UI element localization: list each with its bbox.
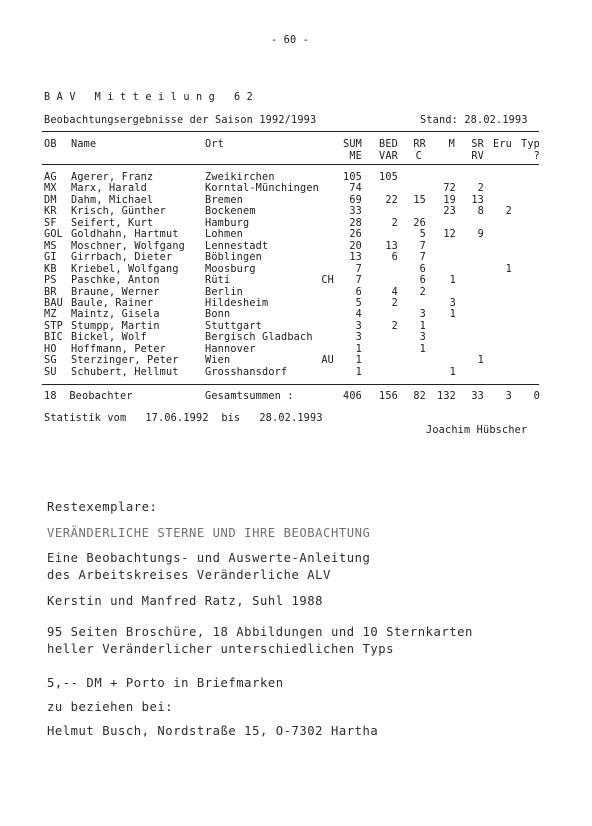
header-sum: SUM	[342, 139, 362, 150]
rest-book-title: VERÄNDERLICHE STERNE UND IHRE BEOBACHTUNG	[47, 526, 371, 540]
cell-bed: 2	[391, 217, 398, 229]
cell-m: 19	[443, 194, 456, 206]
totals-sum: 406	[342, 391, 362, 402]
cell-sum: 33	[349, 206, 362, 218]
header-name: Name	[71, 139, 97, 150]
totals-typ: 0	[533, 391, 540, 402]
cell-ob: AG	[44, 172, 57, 183]
cell-ort: Zweikirchen	[205, 172, 275, 183]
cell-ob: BIC	[44, 332, 64, 344]
totals-sr: 33	[471, 391, 484, 402]
cell-sum: 5	[355, 297, 362, 309]
cell-name: Kriebel, Wolfgang	[71, 263, 179, 275]
cell-name: Maintz, Gisela	[71, 309, 160, 321]
cell-ort: Bockenem	[205, 206, 256, 218]
cell-eru: 2	[505, 206, 512, 218]
cell-name: Moschner, Wolfgang	[71, 240, 186, 252]
cell-rr: 7	[419, 252, 426, 264]
cell-eru: 1	[505, 263, 512, 275]
rule-top	[42, 131, 539, 132]
cell-rr: 6	[419, 275, 426, 287]
cell-sum: 20	[349, 240, 362, 252]
cell-ort: Lohmen	[205, 229, 244, 241]
cell-ob: BAU	[44, 297, 64, 309]
cell-name: Dahm, Michael	[71, 194, 154, 206]
cell-name: Sterzinger, Peter	[71, 355, 179, 367]
cell-name: Stumpp, Martin	[71, 320, 160, 332]
header-sr: SR	[471, 139, 484, 150]
cell-sum: 7	[355, 275, 362, 287]
cell-ort: Hamburg	[205, 217, 250, 229]
header-ob: OB	[44, 139, 57, 150]
cell-ort: Rüti	[205, 275, 231, 287]
cell-sr: 2	[477, 183, 484, 195]
header-rr: RR	[413, 139, 426, 150]
totals-rr: 82	[413, 391, 426, 402]
cell-name: Paschke, Anton	[71, 275, 160, 287]
rest-authors: Kerstin und Manfred Ratz, Suhl 1988	[47, 594, 324, 608]
statistik-line: Statistik vom 17.06.1992 bis 28.02.1993	[44, 413, 323, 424]
totals-eru: 3	[505, 391, 512, 402]
cell-ob: GI	[44, 252, 57, 264]
cell-sum: 69	[349, 194, 362, 206]
cell-ob: PS	[44, 275, 57, 287]
rest-title: Restexemplare:	[47, 500, 158, 514]
header-typ: Typ	[520, 139, 540, 150]
cell-m: 1	[449, 366, 456, 378]
totals-bed: 156	[378, 391, 398, 402]
rest-bezug: zu beziehen bei:	[47, 700, 174, 714]
cell-m: 1	[449, 309, 456, 321]
cell-m: 3	[449, 297, 456, 309]
cell-rr: 3	[419, 332, 426, 344]
cell-rr: 2	[419, 286, 426, 298]
cell-ort: Korntal-Münchingen	[205, 183, 320, 195]
cell-bed: 2	[391, 320, 398, 332]
cell-sum: 74	[349, 183, 362, 195]
rest-address: Helmut Busch, Nordstraße 15, O-7302 Hartha	[47, 724, 379, 738]
cell-sum: 28	[349, 217, 362, 229]
header-m: M	[448, 139, 455, 150]
cell-ob: HO	[44, 343, 57, 355]
cell-name: Goldhahn, Hartmut	[71, 229, 179, 241]
cell-ob: MX	[44, 183, 57, 195]
cell-ort: Moosburg	[205, 263, 256, 275]
cell-sum: 4	[355, 309, 362, 321]
header-sum2: ME	[349, 151, 362, 162]
totals-m: 132	[436, 391, 456, 402]
stand-date: Stand: 28.02.1993	[420, 115, 528, 126]
cell-name: Krisch, Günther	[71, 206, 167, 218]
cell-m: 23	[443, 206, 456, 218]
cell-rr: 3	[419, 309, 426, 321]
cell-rr: 5	[419, 229, 426, 241]
mitteilung-title: B A V M i t t e i l u n g 6 2	[44, 92, 254, 103]
header-bed2: VAR	[378, 151, 398, 162]
rest-price: 5,-- DM + Porto in Briefmarken	[47, 676, 284, 690]
cell-ob: MZ	[44, 309, 57, 321]
cell-ob: MS	[44, 240, 57, 252]
cell-sum: 26	[349, 229, 362, 241]
cell-bed: 22	[385, 194, 398, 206]
totals-gesamt: Gesamtsummen :	[205, 391, 294, 402]
cell-ob: SG	[44, 355, 57, 367]
cell-sr: 13	[471, 194, 484, 206]
cell-ob: KB	[44, 263, 57, 275]
cell-ort: Bonn	[205, 309, 231, 321]
totals-label: 18 Beobachter	[44, 391, 133, 402]
header-ort: Ort	[205, 139, 225, 150]
cell-bed: 6	[391, 252, 398, 264]
header-eru: Eru	[492, 139, 512, 150]
cell-name: Agerer, Franz	[71, 172, 154, 183]
rule-header	[42, 164, 539, 165]
cell-name: Marx, Harald	[71, 183, 148, 195]
cell-bed: 13	[385, 240, 398, 252]
cell-m: 72	[443, 183, 456, 195]
cell-name: Bickel, Wolf	[71, 332, 148, 344]
cell-name: Braune, Werner	[71, 286, 160, 298]
cell-rr: 15	[413, 194, 426, 206]
cell-ob: GOL	[44, 229, 64, 241]
cell-ob: STP	[44, 320, 64, 332]
cell-name: Hoffmann, Peter	[71, 343, 167, 355]
cell-sum: 7	[355, 263, 362, 275]
page-number: - 60 -	[271, 35, 310, 46]
header-typ2: ?	[533, 151, 540, 162]
cell-ort: Wien	[205, 355, 231, 367]
cell-bed: 105	[378, 172, 398, 183]
cell-bed: 2	[391, 297, 398, 309]
subtitle: Beobachtungsergebnisse der Saison 1992/1993	[44, 115, 317, 126]
cell-ort: Hildesheim	[205, 297, 269, 309]
cell-ort: Lennestadt	[205, 240, 269, 252]
cell-sum: 105	[342, 172, 362, 183]
rest-line2: des Arbeitskreises Veränderliche ALV	[47, 568, 331, 582]
rest-desc2: heller Veränderlicher unterschiedlichen Typs	[47, 642, 395, 656]
cell-sum: 13	[349, 252, 362, 264]
rest-line1: Eine Beobachtungs- und Auswerte-Anleitung	[47, 551, 371, 565]
cell-ort: Bergisch Gladbach	[205, 332, 313, 344]
cell-ob: KR	[44, 206, 57, 218]
cell-name: Seifert, Kurt	[71, 217, 154, 229]
cell-ort: Grosshansdorf	[205, 366, 288, 378]
cell-rr: 7	[419, 240, 426, 252]
cell-ob: BR	[44, 286, 57, 298]
cell-cc: AU	[321, 355, 334, 367]
cell-ob: SF	[44, 217, 57, 229]
cell-ort: Böblingen	[205, 252, 263, 264]
header-sr2: RV	[471, 151, 484, 162]
header-rr2: C	[415, 151, 422, 162]
cell-sum: 6	[355, 286, 362, 298]
cell-name: Girrbach, Dieter	[71, 252, 173, 264]
cell-sr: 9	[477, 229, 484, 241]
cell-m: 12	[443, 229, 456, 241]
cell-sum: 1	[355, 355, 362, 367]
cell-sum: 1	[355, 366, 362, 378]
cell-bed: 4	[391, 286, 398, 298]
cell-ob: DM	[44, 194, 57, 206]
cell-ort: Bremen	[205, 194, 244, 206]
cell-ort: Berlin	[205, 286, 244, 298]
cell-sr: 1	[477, 355, 484, 367]
cell-sum: 1	[355, 343, 362, 355]
header-bed: BED	[378, 139, 398, 150]
cell-cc: CH	[321, 275, 334, 287]
cell-ob: SU	[44, 366, 57, 378]
cell-rr: 6	[419, 263, 426, 275]
rule-totals	[42, 384, 539, 385]
cell-ort: Stuttgart	[205, 320, 263, 332]
cell-rr: 26	[413, 217, 426, 229]
rest-desc1: 95 Seiten Broschüre, 18 Abbildungen und 10 Sternkarten	[47, 625, 473, 639]
cell-ort: Hannover	[205, 343, 256, 355]
signature: Joachim Hübscher	[426, 425, 528, 436]
cell-m: 1	[449, 275, 456, 287]
cell-sr: 8	[477, 206, 484, 218]
cell-name: Schubert, Hellmut	[71, 366, 179, 378]
cell-rr: 1	[419, 343, 426, 355]
cell-name: Baule, Rainer	[71, 297, 154, 309]
cell-sum: 3	[355, 320, 362, 332]
cell-rr: 1	[419, 320, 426, 332]
cell-sum: 3	[355, 332, 362, 344]
